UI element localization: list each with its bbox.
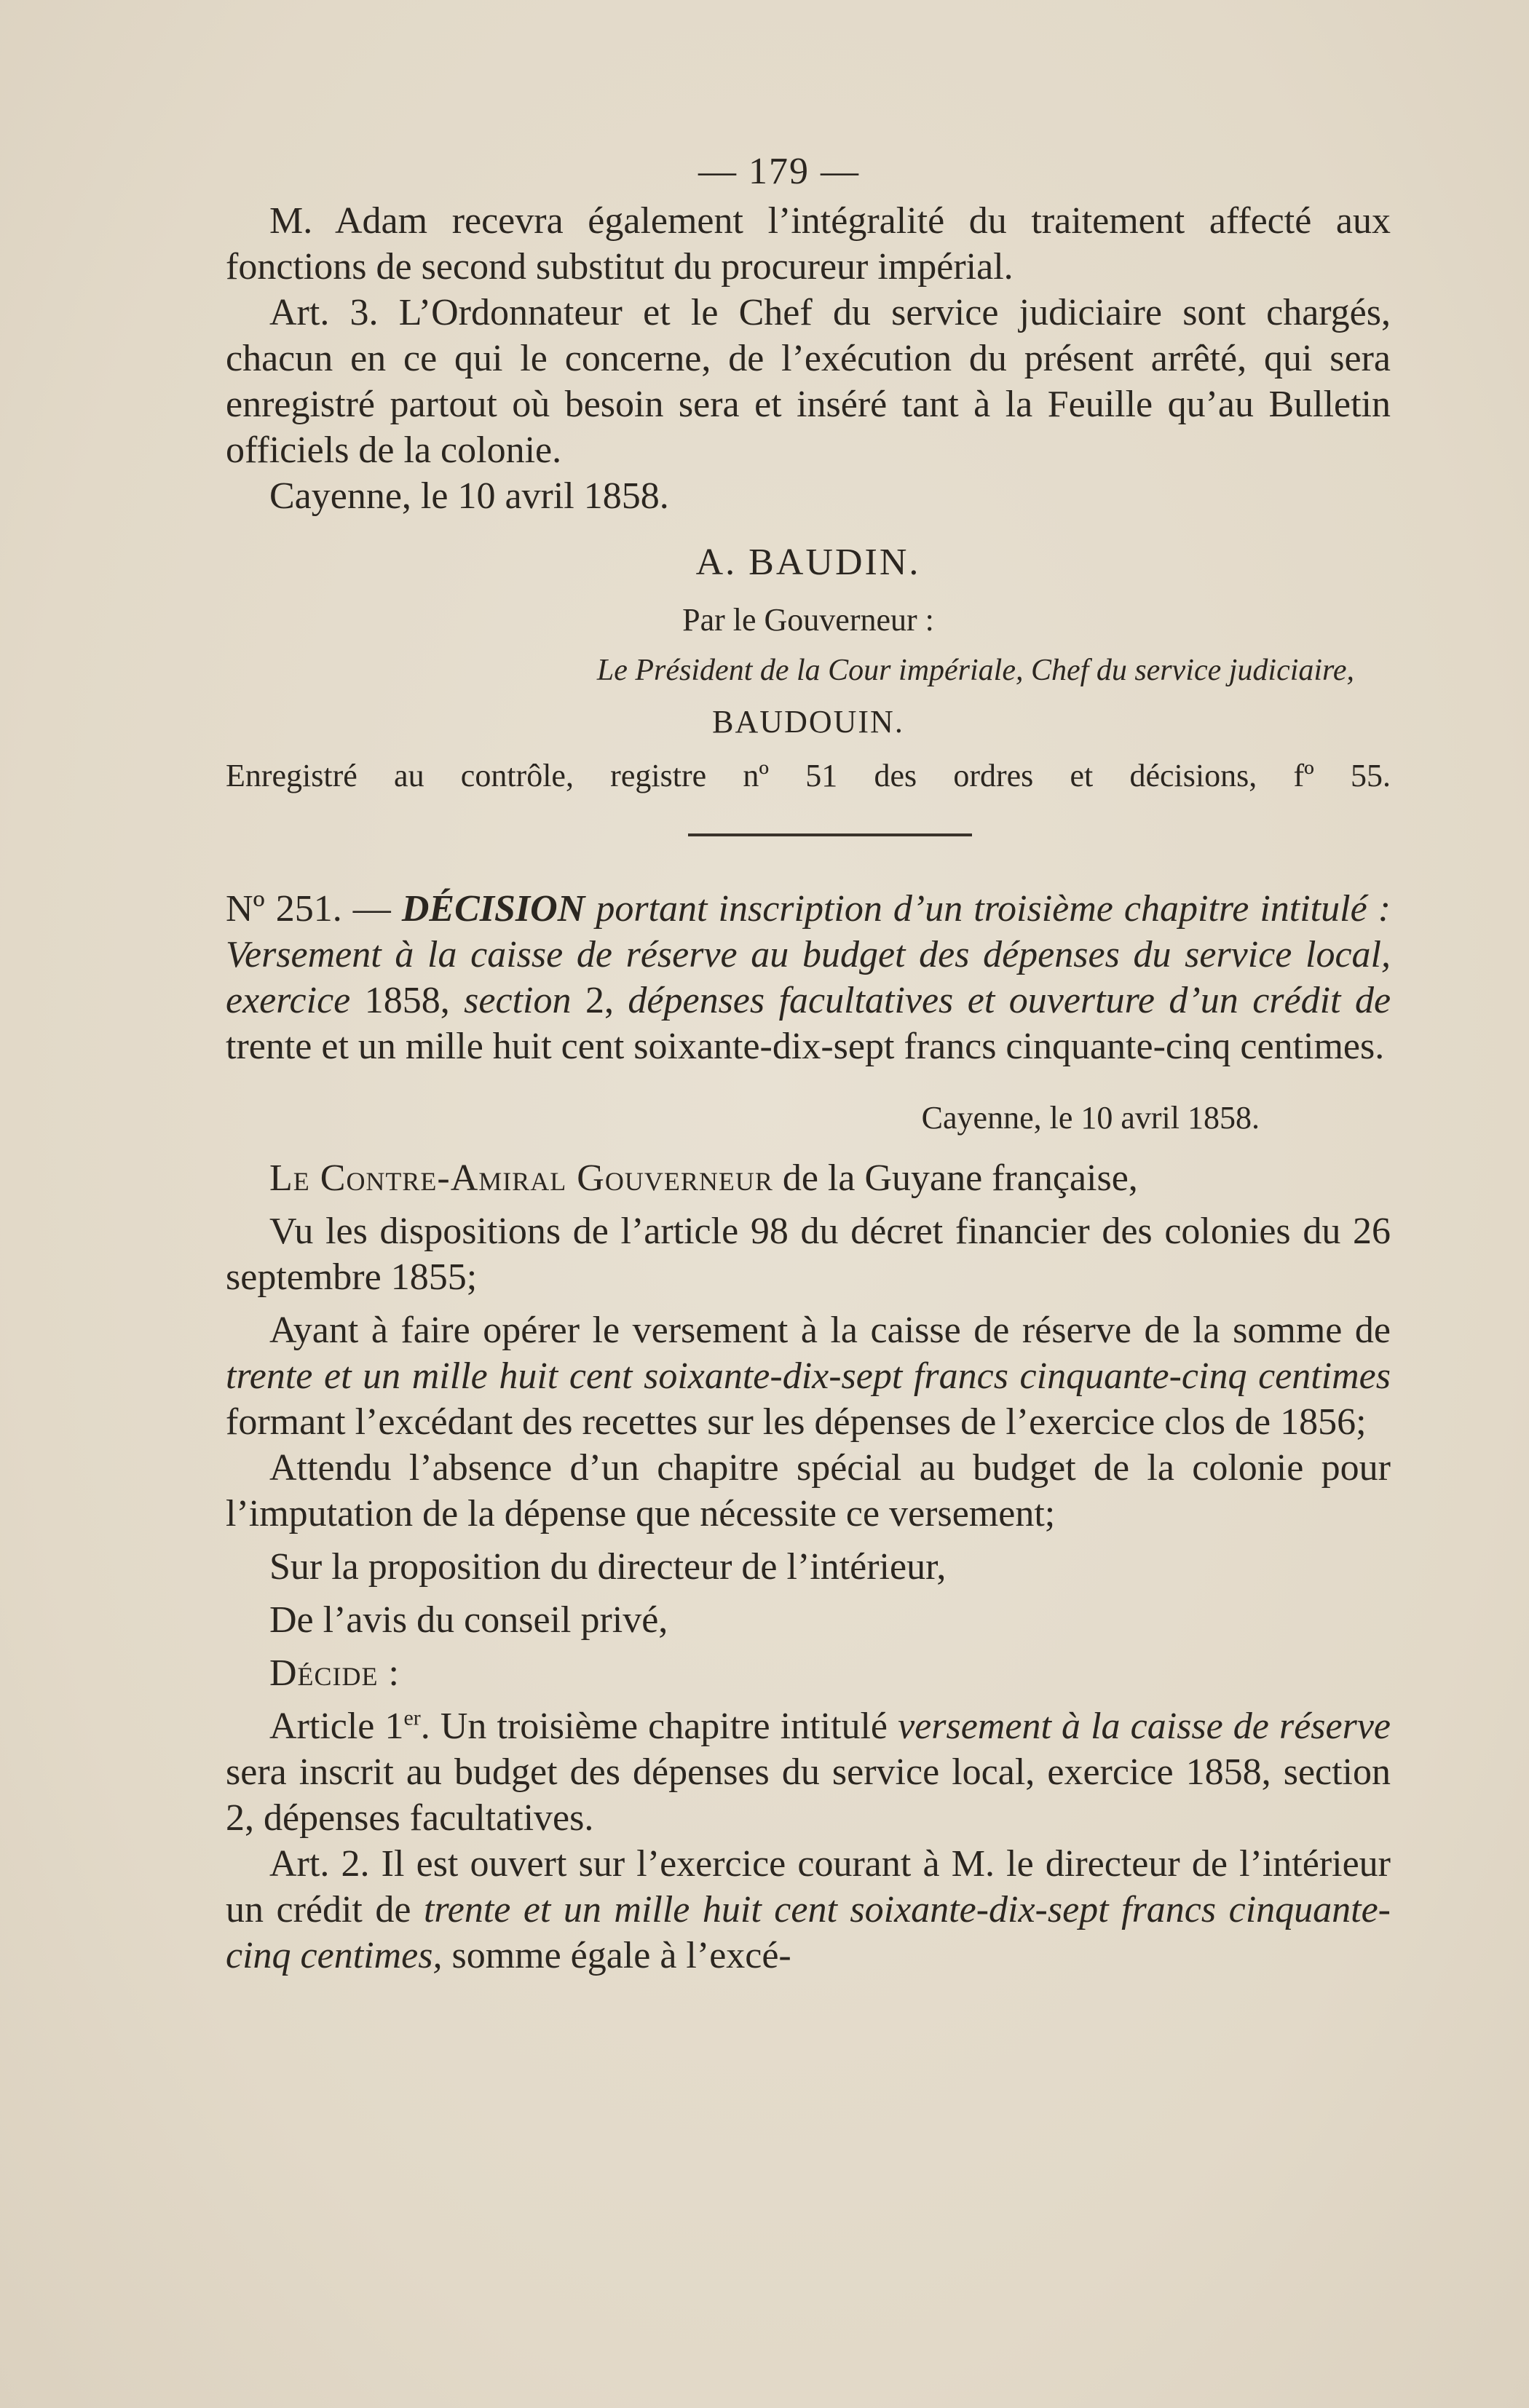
- dateline-cayenne-1: Cayenne, le 10 avril 1858.: [269, 475, 669, 517]
- decision-date: Cayenne, le 10 avril 1858.: [921, 1100, 1260, 1136]
- paragraph-ayant: [226, 1307, 1391, 1445]
- article-1-label: Article 1: [269, 1706, 404, 1747]
- section-divider: [688, 833, 972, 836]
- par-le-gouverneur: Par le Gouverneur :: [682, 602, 934, 638]
- paragraph-article-1: [226, 1703, 1391, 1841]
- page-content: [226, 146, 1391, 1979]
- decision-year: 1858,: [364, 980, 450, 1021]
- article-2-end: somme égale à l’excé-: [451, 1935, 791, 1976]
- page-number: — 179 —: [698, 151, 860, 192]
- paragraph-art-3: Art. 3. L’Ordonnateur et le Chef du service judiciaire sont chargés, chacun en ce qui le concerne, de l’exécution du présent arrêté, qui sera enregistré partout où besoin sera et inséré tant à la Feuille qu’au Bulletin officiels de la colonie.: [226, 292, 1391, 471]
- paragraph-article-2: [226, 1841, 1391, 1979]
- decision-heading: [226, 886, 1391, 1069]
- intro-contre-amiral: Le Contre-Amiral Gouverneur: [269, 1157, 773, 1199]
- paragraph-vu: Vu les dispositions de l’article 98 du décret financier des colonies du 26 septembre 1855;: [226, 1211, 1391, 1298]
- decision-title-rest: dépenses facultatives et ouverture d’un crédit de: [628, 980, 1391, 1021]
- ayant-start: Ayant à faire opérer le versement à la caisse de réserve de la somme de: [269, 1310, 1391, 1351]
- article-1-rest: sera inscrit au budget des dépenses du service local, exercice 1858, section 2, dépenses facultatives.: [226, 1751, 1391, 1839]
- article-2-start: Art. 2. Il est ouvert sur l’exercice courant à M. le directeur de l’intérieur un crédit de: [226, 1843, 1391, 1930]
- decision-title: portant inscription d’un troisième chapitre intitulé : Versement à la caisse de réserve au budget des dépenses du service local, exercice: [226, 888, 1391, 1021]
- ayant-amount: trente et un mille huit cent soixante-dix-sept francs cinquante-cinq centimes: [226, 1355, 1391, 1397]
- decision-label: DÉCISION: [401, 888, 585, 930]
- decision-section-number: 2,: [585, 980, 614, 1021]
- ayant-end: formant l’excédant des recettes sur les dépenses de l’exercice clos de 1856;: [226, 1401, 1367, 1443]
- decision-amount: trente et un mille huit cent soixante-dix-sept francs cinquante-cinq centimes.: [226, 1026, 1385, 1067]
- intro-guyane: de la Guyane française,: [782, 1157, 1138, 1199]
- article-1-sup: er: [403, 1706, 421, 1730]
- registration-note: Enregistré au contrôle, registre nº 51 des ordres et décisions, fº 55.: [226, 758, 1391, 793]
- paragraph-attendu: Attendu l’absence d’un chapitre spécial au budget de la colonie pour l’imputation de la dépense que nécessite ce versement;: [226, 1447, 1391, 1534]
- signature-baudouin: BAUDOUIN.: [712, 704, 904, 740]
- signature-baudin: A. BAUDIN.: [695, 542, 921, 583]
- article-1-chapter: versement à la caisse de réserve: [898, 1706, 1391, 1747]
- decision-number: Nº 251. —: [226, 888, 391, 930]
- paragraph-sur: Sur la proposition du directeur de l’intérieur,: [269, 1546, 947, 1588]
- decide-label: Décide :: [269, 1652, 400, 1694]
- paragraph-avis: De l’avis du conseil privé,: [269, 1599, 668, 1641]
- president-title: Le Président de la Cour impériale, Chef du service judiciaire,: [596, 654, 1354, 687]
- article-1-text: . Un troisième chapitre intitulé: [420, 1706, 888, 1747]
- decision-section-word: section: [464, 980, 572, 1021]
- paragraph-adam: M. Adam recevra également l’intégralité du traitement affecté aux fonctions de second substitut du procureur impérial.: [226, 200, 1391, 288]
- article-2-amount: trente et un mille huit cent soixante-dix-sept francs cinquante-cinq centimes,: [226, 1889, 1391, 1976]
- decision-intro: [226, 1155, 1391, 1201]
